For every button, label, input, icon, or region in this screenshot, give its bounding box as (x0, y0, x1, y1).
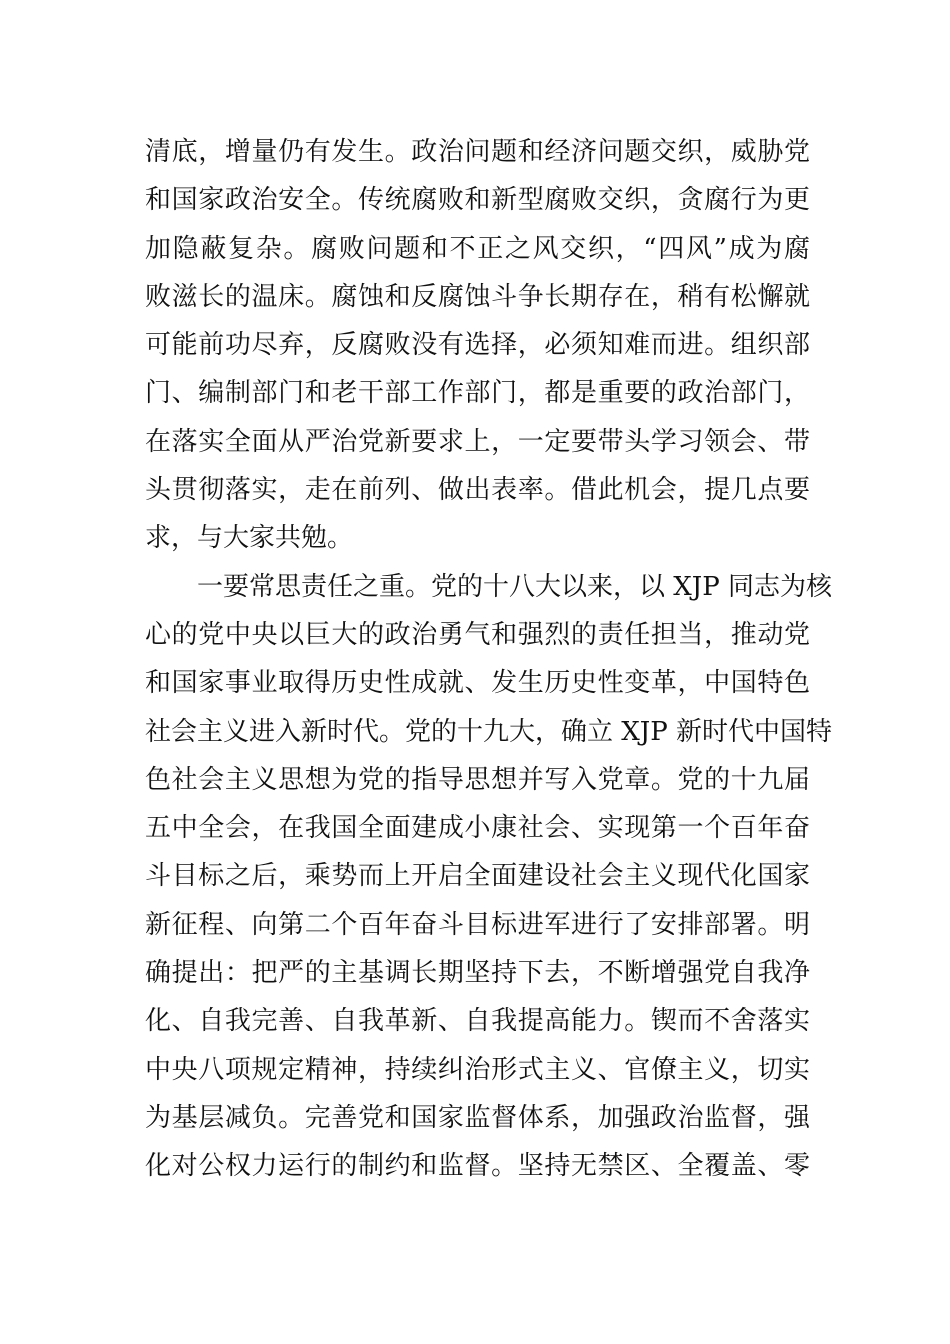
paragraph-end-line: 求，与大家共勉。 (145, 523, 354, 554)
text-line: 门、编制部门和老干部工作部门，都是重要的政治部门， (145, 378, 810, 409)
text-line: 可能前功尽弃，反腐败没有选择，必须知难而进。组织部 (145, 330, 810, 361)
text-line: 化对公权力运行的制约和监督。坚持无禁区、全覆盖、零 (145, 1151, 810, 1182)
text-line: 斗目标之后，乘势而上开启全面建设社会主义现代化国家 (145, 861, 810, 892)
text-line: 败滋长的温床。腐蚀和反腐蚀斗争长期存在，稍有松懈就 (145, 281, 810, 312)
text-line: 色社会主义思想为党的指导思想并写入党章。党的十九届 (145, 764, 810, 795)
text-line: 化、自我完善、自我革新、自我提高能力。锲而不舍落实 (145, 1006, 810, 1037)
text-line: 在落实全面从严治党新要求上，一定要带头学习领会、带 (145, 426, 810, 457)
document-body (145, 128, 832, 1191)
text-line: 中央八项规定精神，持续纠治形式主义、官僚主义，切实 (145, 1054, 810, 1085)
text-line: 头贯彻落实，走在前列、做出表率。借此机会，提几点要 (145, 475, 810, 506)
text-line: 和国家事业取得历史性成就、发生历史性变革，中国特色 (145, 668, 810, 699)
text-line: 五中全会，在我国全面建成小康社会、实现第一个百年奋 (145, 813, 810, 844)
text-line: 为基层减负。完善党和国家监督体系，加强政治监督，强 (145, 1102, 810, 1133)
text-line: 确提出：把严的主基调长期坚持下去，不断增强党自我净 (145, 958, 810, 989)
text-line: 心的党中央以巨大的政治勇气和强烈的责任担当，推动党 (145, 619, 810, 650)
text-line: 社会主义进入新时代。党的十九大，确立 XJP 新时代中国特 (145, 716, 832, 747)
text-line: 加隐蔽复杂。腐败问题和不正之风交织，“四风”成为腐 (145, 233, 810, 264)
text-line: 清底，增量仍有发生。政治问题和经济问题交织，威胁党 (145, 137, 810, 167)
text-line: 新征程、向第二个百年奋斗目标进军进行了安排部署。明 (145, 909, 810, 940)
paragraph-start-line: 一要常思责任之重。党的十八大以来，以 XJP 同志为核 (197, 571, 832, 602)
text-line: 和国家政治安全。传统腐败和新型腐败交织，贪腐行为更 (145, 185, 810, 216)
